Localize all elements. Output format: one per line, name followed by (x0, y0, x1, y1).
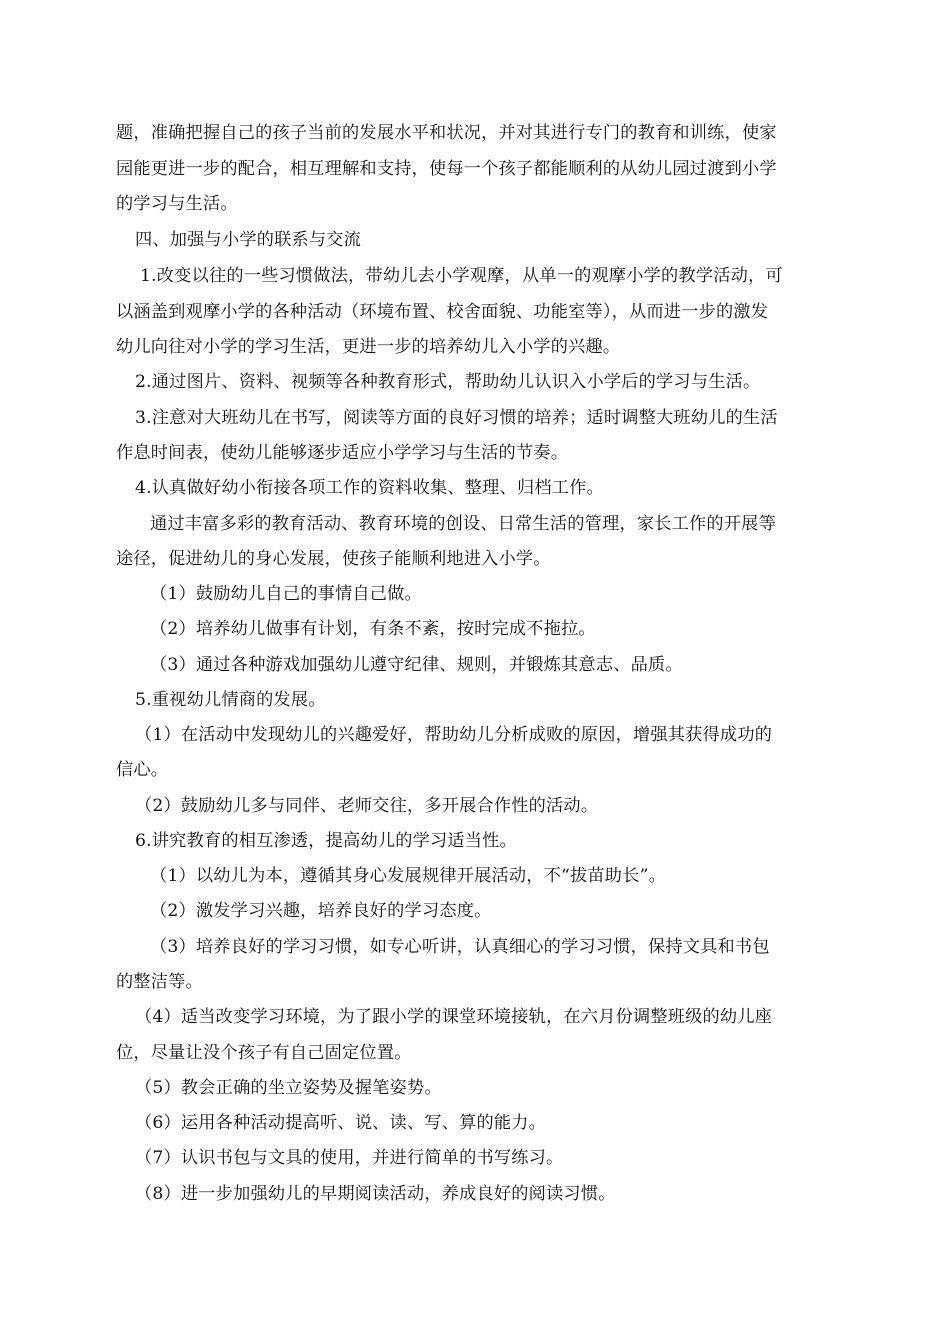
list-item: （3）培养良好的学习习惯，如专心听讲，认真细心的学习习惯，保持文具和书包 (150, 937, 770, 958)
paragraph-line: 6.讲究教育的相互渗透，提高幼儿的学习适当性。 (135, 831, 517, 852)
paragraph-line: 的学习与生活。 (116, 194, 238, 215)
paragraph-line: 2.通过图片、资料、视频等各种教育形式，帮助幼儿认识入小学后的学习与生活。 (135, 372, 761, 393)
paragraph-line: 1.改变以往的一些习惯做法，带幼儿去小学观摩，从单一的观摩小学的教学活动，可 (140, 266, 783, 287)
paragraph-line: 幼儿向往对小学的学习生活，更进一步的培养幼儿入小学的兴趣。 (116, 337, 621, 358)
paragraph-line: 通过丰富多彩的教育活动、教育环境的创设、日常生活的管理，家长工作的开展等 (150, 514, 776, 535)
list-item: （1）在活动中发现幼儿的兴趣爱好，帮助幼儿分析成败的原因，增强其获得成功的 (135, 725, 773, 746)
list-item: （8）进一步加强幼儿的早期阅读活动，养成良好的阅读习惯。 (135, 1184, 616, 1205)
paragraph-line: 的整洁等。 (116, 972, 203, 993)
paragraph-line: 途径，促进幼儿的身心发展，使孩子能顺利地进入小学。 (116, 549, 551, 570)
list-item: （6）运用各种活动提高听、说、读、写、算的能力。 (135, 1113, 547, 1134)
paragraph-line: 园能更进一步的配合，相互理解和支持，使每一个孩子都能顺利的从幼儿园过渡到小学 (116, 159, 777, 180)
list-item: （2）培养幼儿做事有计划，有条不紊，按时完成不拖拉。 (150, 619, 596, 640)
paragraph-line: 4.认真做好幼小衔接各项工作的资料收集、整理、归档工作。 (135, 478, 604, 499)
paragraph-line: 作息时间表，使幼儿能够逐步适应小学学习与生活的节奏。 (116, 443, 569, 464)
paragraph-line: 以涵盖到观摩小学的各种活动（环境布置、校舍面貌、功能室等），从而进一步的激发 (116, 302, 769, 323)
paragraph-line: 3.注意对大班幼儿在书写，阅读等方面的良好习惯的培养；适时调整大班幼儿的生活 (135, 408, 778, 429)
list-item: （5）教会正确的坐立姿势及握笔姿势。 (135, 1078, 442, 1099)
list-item: （1）鼓励幼儿自己的事情自己做。 (150, 584, 422, 605)
section-heading: 四、加强与小学的联系与交流 (135, 230, 362, 251)
paragraph-line: 题，准确把握自己的孩子当前的发展水平和状况，并对其进行专门的教育和训练，使家 (116, 123, 777, 144)
list-item: （2）鼓励幼儿多与同伴、老师交往，多开展合作性的活动。 (135, 796, 599, 817)
list-item: （3）通过各种游戏加强幼儿遵守纪律、规则，并锻炼其意志、品质。 (150, 655, 683, 676)
list-item: （1）以幼儿为本，遵循其身心发展规律开展活动，不“拔苗助长”。 (150, 866, 666, 887)
paragraph-line: 5.重视幼儿情商的发展。 (135, 690, 326, 711)
paragraph-line: 位，尽量让没个孩子有自己固定位置。 (116, 1043, 412, 1064)
list-item: （4）适当改变学习环境，为了跟小学的课堂环境接轨，在六月份调整班级的幼儿座 (135, 1007, 773, 1028)
paragraph-line: 信心。 (116, 760, 169, 781)
list-item: （7）认识书包与文具的使用，并进行简单的书写练习。 (135, 1148, 564, 1169)
list-item: （2）激发学习兴趣，培养良好的学习态度。 (150, 901, 492, 922)
